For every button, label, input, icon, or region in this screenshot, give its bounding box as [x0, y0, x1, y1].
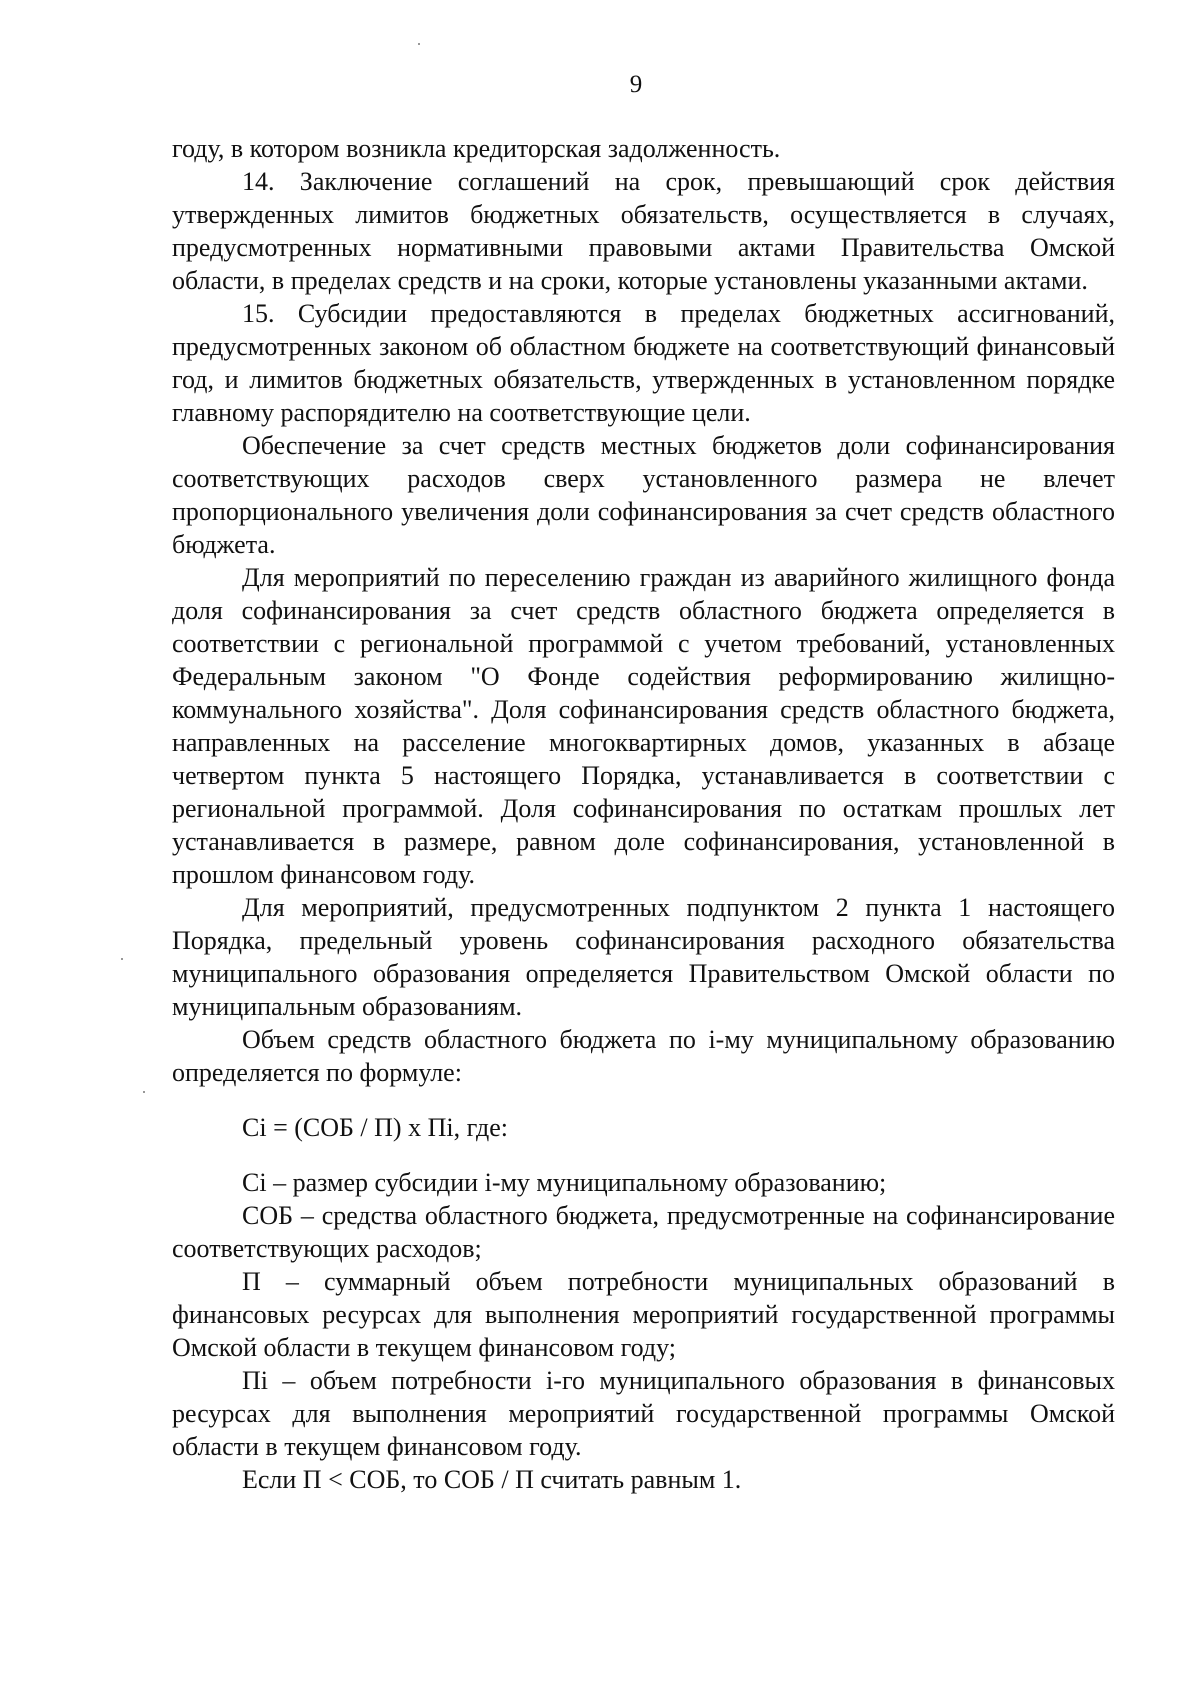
- condition-note: Если П < СОБ, то СОБ / П считать равным 1.: [242, 1465, 742, 1494]
- paragraph-formula-intro: Объем средств областного бюджета по i-му муниципальному образованию определяется по формуле:: [172, 1025, 1115, 1087]
- paragraph-local-budget: Обеспечение за счет средств местных бюджетов доли софинансирования соответствующих расходов сверх установленного размера не влечет пропорционального увеличения доли софинансирования за счет средств областного бюджета.: [172, 431, 1115, 559]
- scan-artifact-dot: [143, 1091, 145, 1093]
- definition-pi: Пi – объем потребности i-го муниципального образования в финансовых ресурсах для выполнения мероприятий государственной программы Омской области в текущем финансовом году.: [172, 1366, 1115, 1461]
- definition-p: П – суммарный объем потребности муниципальных образований в финансовых ресурсах для выполнения мероприятий государственной программы Омской области в текущем финансовом году;: [172, 1267, 1115, 1362]
- paragraph-subpoint-2: Для мероприятий, предусмотренных подпунктом 2 пункта 1 настоящего Порядка, предельный уровень софинансирования расходного обязательства муниципального образования определяется Правительством Омской области по муниципальным образованиям.: [172, 893, 1115, 1021]
- paragraph-resettlement: Для мероприятий по переселению граждан из аварийного жилищного фонда доля софинансирования за счет средств областного бюджета определяется в соответствии с региональной программой с учетом требований, установленных Федеральным законом "О Фонде содействия реформированию жилищно-коммунального хозяйства". Доля софинансирования средств областного бюджета, направленных на расселение многоквартирных домов, указанных в абзаце четвертом пункта 5 настоящего Порядка, устанавливается в соответствии с региональной программой. Доля софинансирования по остаткам прошлых лет устанавливается в размере, равном доле софинансирования, установленной в прошлом финансовом году.: [172, 563, 1115, 889]
- paragraph-continuation: году, в котором возникла кредиторская задолженность.: [172, 134, 781, 163]
- definition-sob: СОБ – средства областного бюджета, предусмотренные на софинансирование соответствующих расходов;: [172, 1201, 1115, 1263]
- page-number: 9: [629, 71, 643, 98]
- formula: Ci = (СОБ / П) х Пi, где:: [242, 1113, 508, 1142]
- scan-artifact-dot: [121, 958, 123, 960]
- paragraph-item-14: 14. Заключение соглашений на срок, превышающий срок действия утвержденных лимитов бюджетных обязательств, осуществляется в случаях, предусмотренных нормативными правовыми актами Правительства Омской области, в пределах средств и на сроки, которые установлены указанными актами.: [172, 167, 1115, 295]
- scan-artifact-dot: [418, 43, 420, 45]
- definition-ci: Ci – размер субсидии i-му муниципальному образованию;: [242, 1168, 887, 1197]
- document-body: [172, 132, 1115, 1496]
- paragraph-item-15: 15. Субсидии предоставляются в пределах бюджетных ассигнований, предусмотренных законом об областном бюджете на соответствующий финансовый год, и лимитов бюджетных обязательств, утвержденных в установленном порядке главному распорядителю на соответствующие цели.: [172, 299, 1115, 427]
